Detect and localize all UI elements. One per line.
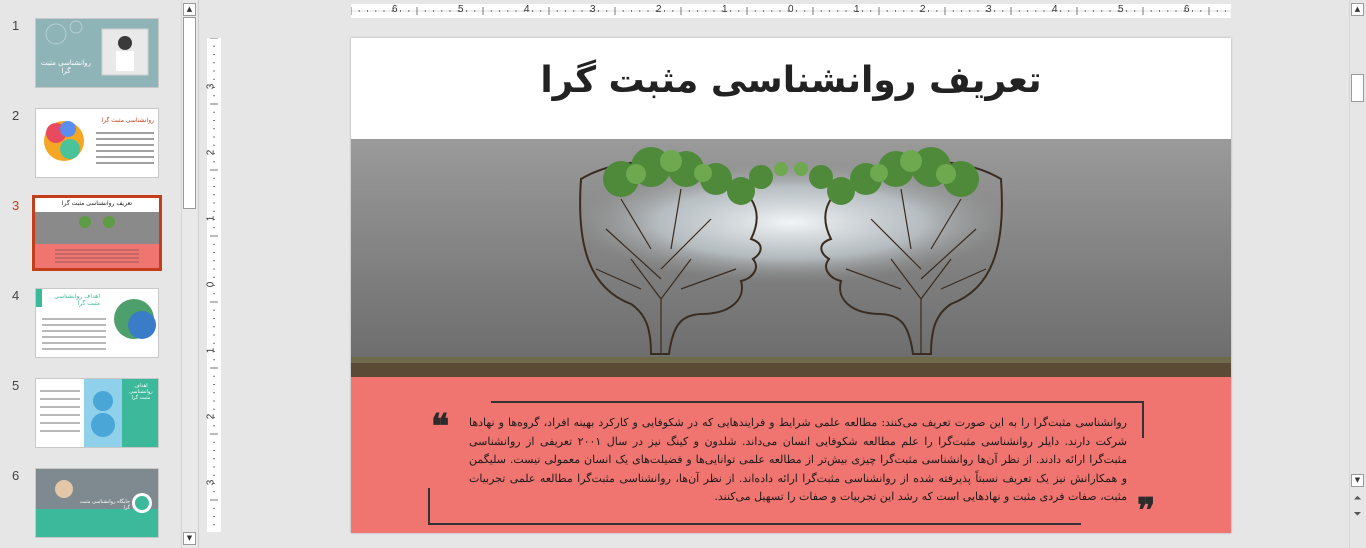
vertical-ruler[interactable] [207, 38, 221, 532]
thumbnail-1-art [36, 19, 159, 88]
thumbnail-row-1[interactable] [0, 18, 182, 90]
ruler-label: 3 [590, 4, 596, 15]
ruler-label: 5 [458, 4, 464, 15]
slide-number: 6 [12, 468, 20, 483]
thumbnail-row-3[interactable] [0, 198, 182, 270]
thumbnail-scrollbar[interactable] [181, 0, 197, 548]
thumbnail-row-5[interactable] [0, 378, 182, 450]
ruler-label: 2 [205, 149, 217, 156]
thumbnail-3-title: تعریف روانشناسی مثبت گرا [61, 200, 133, 207]
close-quote-icon: ❞ [1137, 491, 1156, 531]
scroll-down-arrow-icon[interactable]: ▼ [183, 532, 196, 545]
thumbnail-row-2[interactable] [0, 108, 182, 180]
quote-top-line [491, 401, 1144, 403]
ruler-label: 3 [205, 479, 217, 486]
scroll-down-arrow-icon[interactable]: ▼ [1351, 474, 1364, 487]
ruler-label: 1 [854, 4, 860, 15]
slide-thumbnail-2[interactable] [35, 108, 159, 178]
slide-thumbnail-5[interactable] [35, 378, 159, 448]
scroll-thumb[interactable] [1351, 74, 1364, 102]
scroll-thumb[interactable] [183, 17, 196, 209]
slide-thumbnail-6[interactable] [35, 468, 159, 538]
ruler-label: 4 [1052, 4, 1058, 15]
open-quote-icon: ❝ [431, 407, 450, 447]
tree-heads-image[interactable] [351, 139, 1231, 377]
ruler-label: 4 [524, 4, 530, 15]
quote-right-line [1142, 401, 1144, 438]
ruler-label: 3 [205, 83, 217, 90]
next-slide-icon[interactable]: ⏷ [1353, 509, 1362, 520]
quote-left-line [428, 488, 430, 525]
thumbnail-row-4[interactable] [0, 288, 182, 360]
ruler-label: 5 [1118, 4, 1124, 15]
slide-title[interactable]: تعریف روانشناسی مثبت گرا [540, 60, 1042, 101]
ruler-label: 6 [392, 4, 398, 15]
thumbnail-4-title: اهداف روانشناسی مثبت گرا [54, 293, 100, 307]
ruler-label: 1 [205, 215, 217, 222]
ruler-label: 1 [722, 4, 728, 15]
horizontal-ruler[interactable] [351, 4, 1231, 18]
thumbnail-5-title: اهداف روانشناسی مثبت گرا [129, 383, 153, 401]
ruler-label: 2 [656, 4, 662, 15]
previous-slide-icon[interactable]: ⏶ [1353, 493, 1362, 504]
slide-canvas[interactable] [351, 38, 1231, 533]
ruler-label: 0 [788, 4, 794, 15]
ruler-label: 2 [920, 4, 926, 15]
ruler-label: 3 [986, 4, 992, 15]
editor-scrollbar[interactable] [1349, 0, 1365, 548]
thumbnail-1-title: روانشناسی مثبت گرا [41, 59, 91, 75]
ruler-label: 2 [205, 413, 217, 420]
thumbnail-6-title: جایگاه روانشناسی مثبت گرا [79, 499, 130, 511]
slide-thumbnail-3[interactable] [32, 195, 162, 271]
slide-number: 2 [12, 108, 20, 123]
thumbnail-2-title: روانشناسی مثبت گرا [101, 117, 154, 124]
slide-number: 3 [12, 198, 20, 213]
thumbnail-3-art [35, 198, 159, 268]
ruler-label: 0 [205, 281, 217, 288]
slide-editor-area [198, 0, 1350, 548]
scroll-up-arrow-icon[interactable]: ▲ [1351, 3, 1364, 16]
quote-bottom-line [428, 523, 1081, 525]
thumbnail-row-6[interactable] [0, 468, 182, 540]
scroll-up-arrow-icon[interactable]: ▲ [183, 3, 196, 16]
slide-number: 1 [12, 18, 20, 33]
slide-number: 5 [12, 378, 20, 393]
slide-thumbnail-pane [0, 0, 182, 548]
tree-heads-illustration [351, 139, 1231, 377]
ruler-label: 6 [1184, 4, 1190, 15]
ruler-label: 1 [205, 347, 217, 354]
slide-number: 4 [12, 288, 20, 303]
slide-body-text[interactable]: روانشناسی مثبت‌گرا را به این صورت تعریف می‌کنند: مطالعه علمی شرایط و فرایندهایی که در شکوفایی و کارکرد بهینه افراد، گروه‌ها و نهادها شرکت دارند. دایلر روانشناسی مثبت‌گرا را علم مطالعه شکوفایی انسان می‌داند. شلدون و کینگ نیز در سال ۲۰۰۱ تعریفی از روانشناسی مثبت‌گرا ارائه دادند. از نظر آن‌ها روانشناسی مثبت‌گرا چیزی بیش‌تر از مطالعه علمی توانایی‌ها و فضیلت‌های یک انسان معمولی نیست. سلیگمن و همکارانش نیز یک تعریف نسبتاً پذیرفته شده از روانشناسی مثبت‌گرا ارائه داده‌اند. از نظر آن‌ها، روانشناسی مثبت‌گرا مطالعه علمی تجربیات مثبت، صفات فردی مثبت و نهادهایی است که رشد این تجربیات و صفات را تسهیل می‌کنند. [469, 416, 1127, 503]
slide-thumbnail-4[interactable] [35, 288, 159, 358]
slide-thumbnail-1[interactable] [35, 18, 159, 88]
